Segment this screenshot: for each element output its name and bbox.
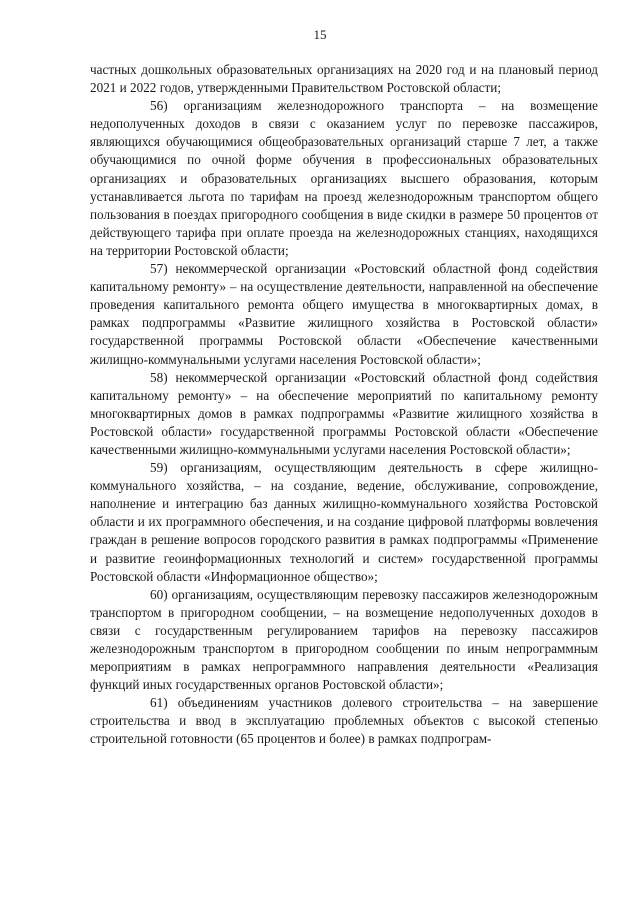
paragraph-item-57: 57) некоммерческой организации «Ростовский областной фонд содействия капитальному ремонту» – на осуществление деятельности, направленной на обеспечение проведения капитального ремонта общего имущества в многоквартирных домах, в рамках подпрограммы «Развитие жилищного хозяйства в Ростовской области» государственной программы Ростовской области «Обеспечение качественными жилищно-коммунальными услугами населения Ростовской области»; <box>90 261 598 367</box>
paragraph-continuation: частных дошкольных образовательных организациях на 2020 год и на плановый период 2021 и 2022 годов, утвержденными Правительством Ростовской области; <box>90 62 598 96</box>
paragraph-item-59: 59) организациям, осуществляющим деятельность в сфере жилищно-коммунального хозяйства, – на создание, ведение, обслуживание, сопровождение, наполнение и интеграцию баз данных жилищно-коммунального хозяйства Ростовской области и их программного обеспечения, и на создание цифровой платформы вовлечения граждан в решение вопросов городского развития в рамках подпрограммы «Применение и развитие геоинформационных технологий и систем» государственной программы Ростовской области «Информационное общество»; <box>90 460 598 584</box>
paragraph-item-56: 56) организациям железнодорожного транспорта – на возмещение недополученных доходов в связи с оказанием услуг по перевозке пассажиров, являющихся обучающимися общеобразовательных организаций старше 7 лет, а также обучающимися по очной форме обучения в профессиональных образовательных организациях и образовательных организациях высшего образования, которым устанавливается льгота по тарифам на проезд железнодорожным транспортом общего пользования в поездах пригородного сообщения в виде скидки в размере 50 процентов от действующего тарифа при оплате проезда на железнодорожных станциях, находящихся на территории Ростовской области; <box>90 98 598 258</box>
document-body <box>90 61 598 749</box>
paragraph-item-58: 58) некоммерческой организации «Ростовский областной фонд содействия капитальному ремонту» – на обеспечение мероприятий по капитальному ремонту многоквартирных домов в рамках подпрограммы «Развитие жилищного хозяйства в Ростовской области» государственной программы Ростовской области «Обеспечение качественными жилищно-коммунальными услугами населения Ростовской области»; <box>90 369 598 457</box>
paragraph-item-61: 61) объединениям участников долевого строительства – на завершение строительства и ввод в эксплуатацию проблемных объектов с высокой степенью строительной готовности (65 процентов и более) в рамках подпрограм- <box>90 695 598 747</box>
paragraph-item-60: 60) организациям, осуществляющим перевозку пассажиров железнодорожным транспортом в пригородном сообщении, – на возмещение недополученных доходов в связи с государственным регулированием тарифов на перевозку пассажиров железнодорожным транспортом в пригородном сообщении по иным непрограммным мероприятиям в рамках непрограммного направления деятельности «Реализация функций иных государственных органов Ростовской области»; <box>90 586 598 693</box>
page-number: 15 <box>313 27 327 42</box>
